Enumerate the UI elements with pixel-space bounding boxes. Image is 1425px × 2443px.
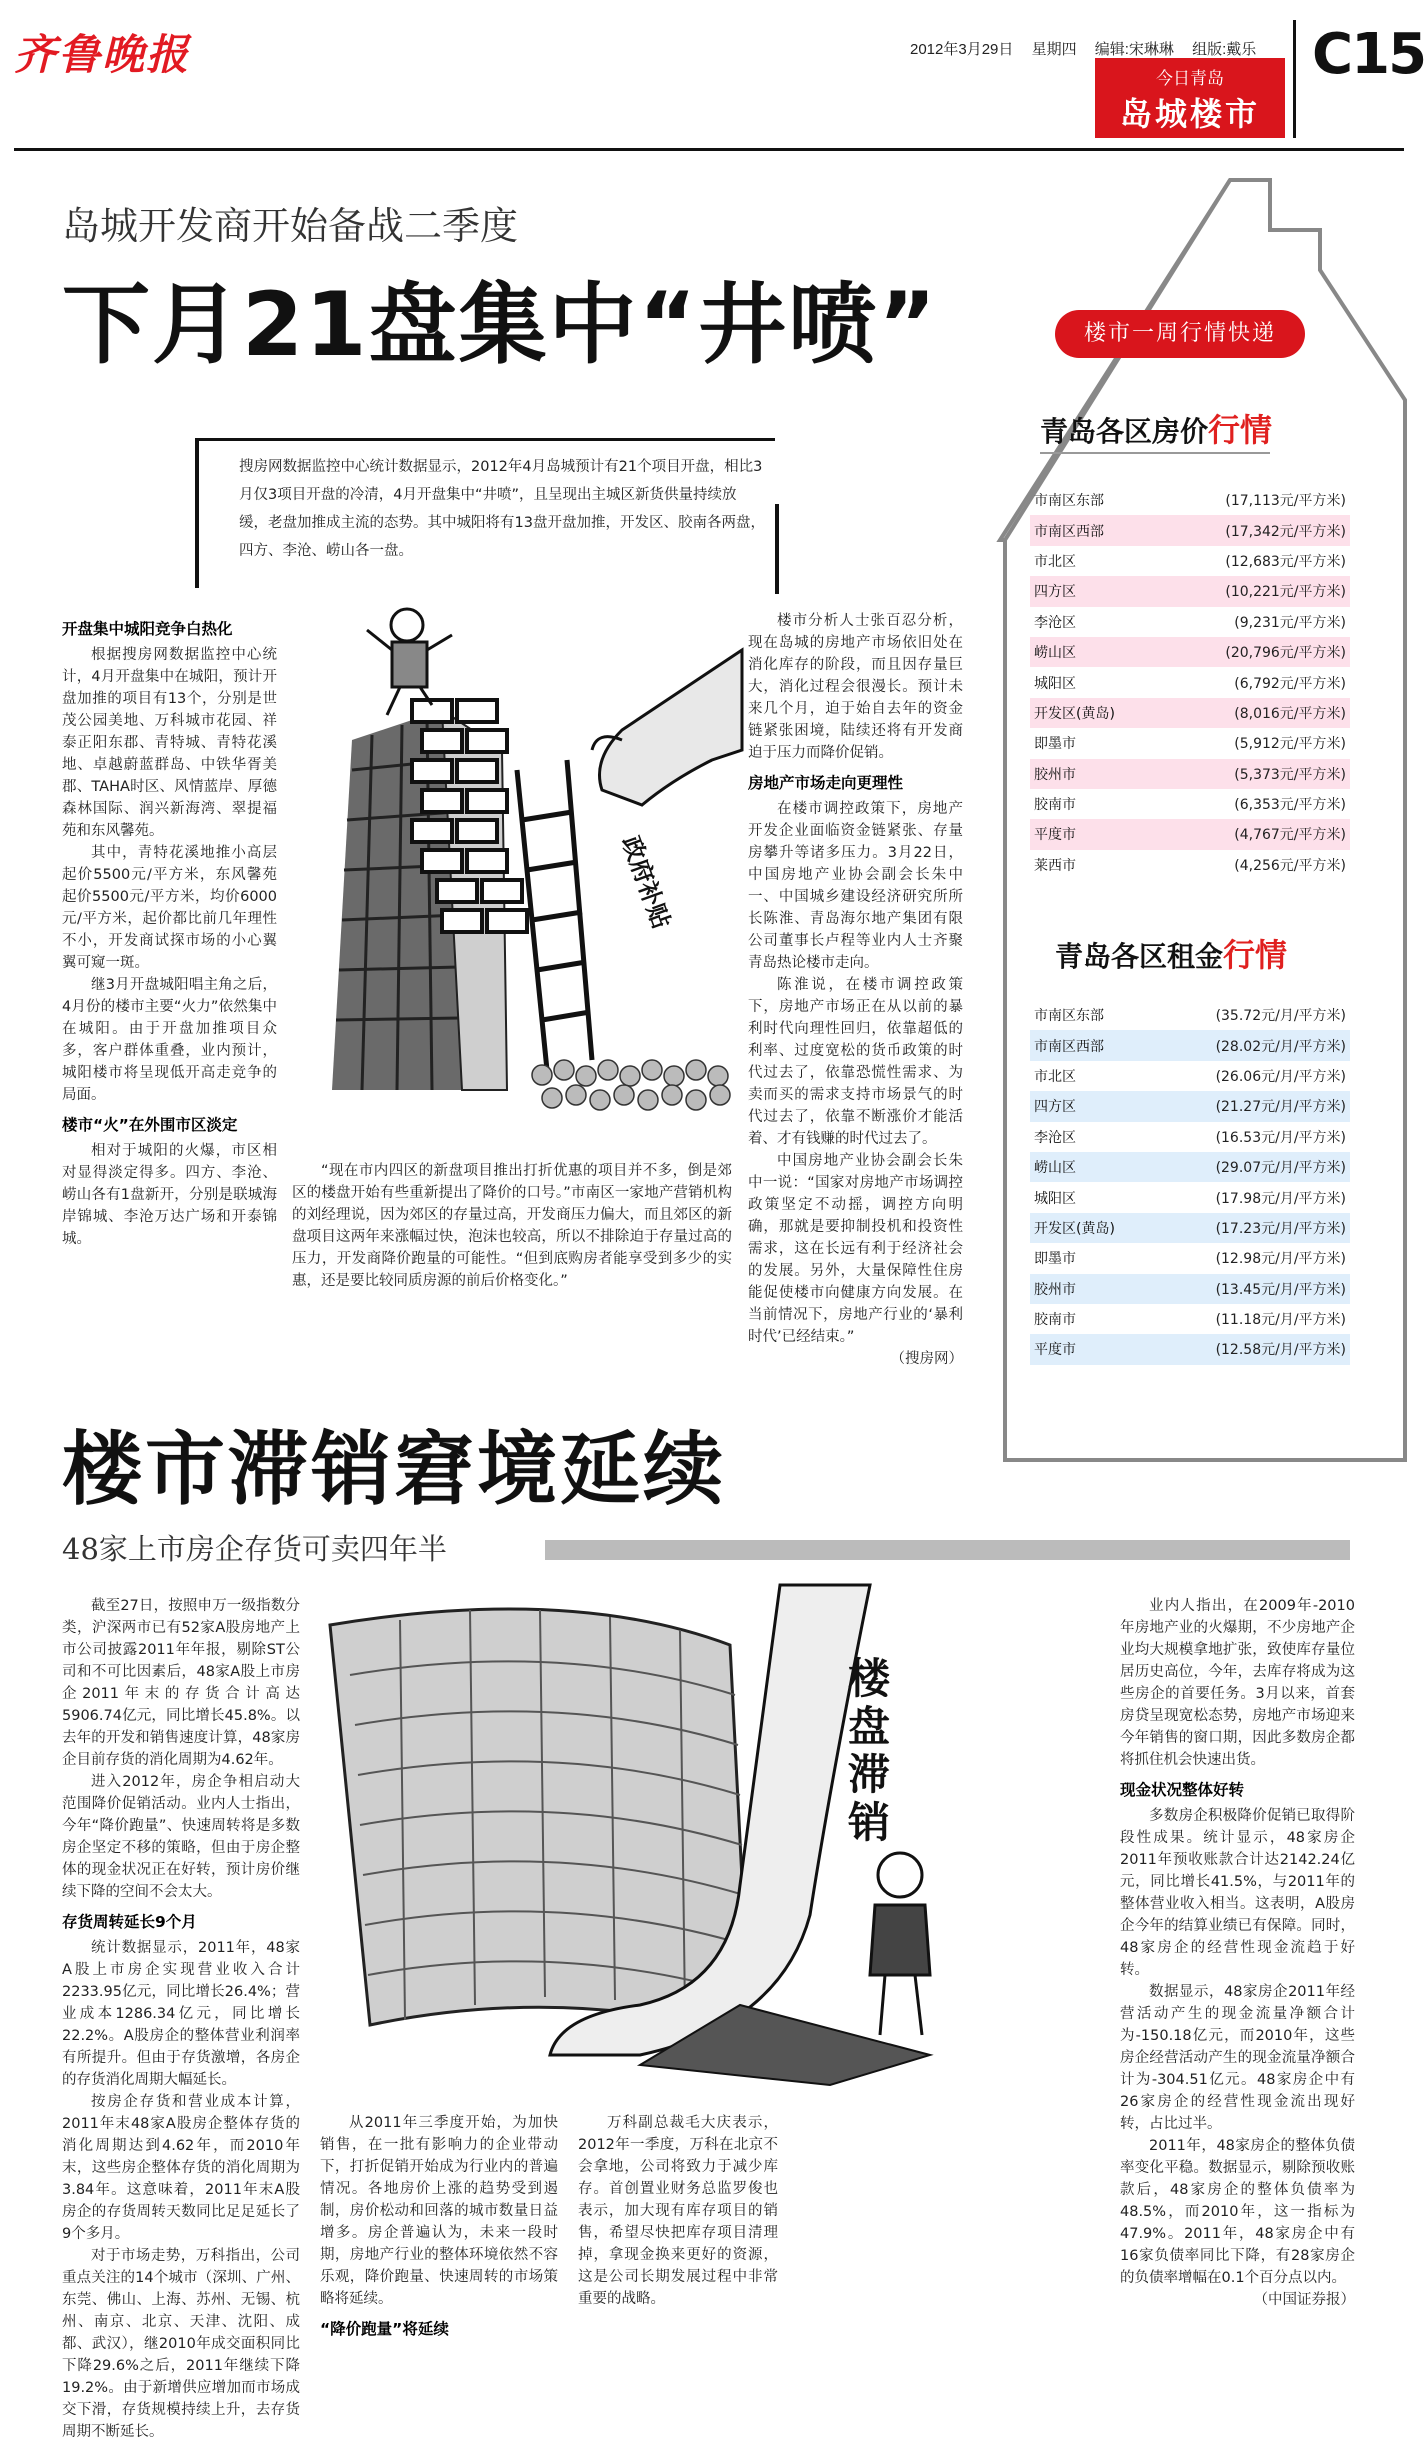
price-row	[1030, 637, 1350, 667]
price-value: (4,767元/平方米)	[1234, 827, 1346, 844]
rent-value: (16.53元/月/平方米)	[1215, 1129, 1346, 1146]
rent-value: (12.58元/月/平方米)	[1215, 1342, 1346, 1359]
rent-value: (17.98元/月/平方米)	[1215, 1190, 1346, 1207]
price-value: (10,221元/平方米)	[1225, 584, 1346, 601]
article2-p3: 统计数据显示，2011年，48家A股上市房企实现营业收入合计2233.95亿元，同比增长26.4%；营业成本1286.34亿元，同比增长22.2%。A股房企的整体营业利润率有所提升。但由于存货激增，各房企的存货消化周期大幅延长。	[62, 1940, 300, 2088]
price-value: (17,113元/平方米)	[1225, 493, 1346, 510]
article2-p7: 万科副总裁毛大庆表示，2012年一季度，万科在北京不会拿地，公司将致力于减少库存。首创置业财务总监罗俊也表示，加大现有库存项目的销售，希望尽快把库存项目清理掉，拿现金换来更好的资源，这是公司长期发展过程中非常重要的战略。	[578, 2115, 778, 2307]
rent-value: (11.18元/月/平方米)	[1215, 1312, 1346, 1329]
price-row	[1030, 698, 1350, 728]
article2-sub3: 现金状况整体好转	[1120, 1781, 1245, 1799]
price-district: 平度市	[1034, 827, 1076, 844]
price-row	[1030, 759, 1350, 789]
article2-p9: 多数房企积极降价促销已取得阶段性成果。统计显示，48家房企2011年预收账款合计达2142.24亿元，同比增长41.5%，与2011年的整体营业收入相当。这表明，A股房企今年的结算业绩已有保障。同时，48家房企的经营性现金流趋于好转。	[1120, 1808, 1355, 1978]
price-district: 市南区西部	[1034, 523, 1104, 540]
article2-p11: 2011年，48家房企的整体负债率变化平稳。数据显示，剔除预收账款后，48家房企的整体负债率为48.5%，而2010年，这一指标为47.9%。2011年，48家房企中有16家负债率同比下降，有28家房企的负债率增幅在0.1个百分点以内。	[1120, 2138, 1355, 2286]
article2-sub1: 存货周转延长9个月	[62, 1913, 197, 1931]
article1-kicker: 岛城开发商开始备战二季度	[62, 204, 519, 248]
article1-sub2: 楼市“火”在外围市区淡定	[62, 1116, 238, 1134]
rent-value: (13.45元/月/平方米)	[1215, 1281, 1346, 1298]
article2-p1: 截至27日，按照申万一级指数分类，沪深两市已有52家A股房地产上市公司披露2011年年报，剔除ST公司和不可比因素后，48家A股上市房企2011年末的存货合计高达5906.74亿元，同比增长45.8%。以去年的开发和销售速度计算，48家房企目前存货的消化周期为4.62年。	[62, 1598, 300, 1768]
price-district: 市南区东部	[1034, 493, 1104, 510]
article2-p8: 业内人指出，在2009年-2010年房地产业的火爆期，不少房地产企业均大规模拿地扩张，致使库存量位居历史高位，今年，去库存将成为这些房企的首要任务。3月以来，首套房贷呈现宽松态势，房地产市场迎来今年销售的窗口期，因此多数房企都将抓住机会快速出货。	[1120, 1598, 1355, 1768]
article1-sub3: 房地产市场走向更理性	[748, 774, 904, 792]
article1-p5: “现在市内四区的新盘项目推出打折优惠的项目并不多，倒是郊区的楼盘开始有些重新提出了降价的口号。”市南区一家地产营销机构的刘经理说，因为郊区的存量过高，开发商压力偏大，而且郊区的新盘项目这两年来涨幅过快，泡沫也较高，所以不排除迫于存量过高的压力，开发商降价跑量的可能性。“但到底购房者能享受到多少的实惠，还是要比较同质房源的前后价格变化。”	[292, 1163, 732, 1289]
article1-p4: 相对于城阳的火爆，市区相对显得淡定得多。四方、李沧、崂山各有1盘新开，分别是联城海岸锦城、李沧万达广场和开泰锦城。	[62, 1143, 277, 1247]
page-number: C15	[1312, 22, 1425, 87]
article2-p5: 对于市场走势，万科指出，公司重点关注的14个城市（深圳、广州、东莞、佛山、上海、苏州、无锡、杭州、南京、北京、天津、沈阳、成都、武汉），继2010年成交面积同比下降29.6%之后，2011年继续下降19.2%。由于新增供应增加而市场成交下滑，存货规模持续上升，去存货周期不断延长。	[62, 2248, 300, 2440]
price-value: (20,796元/平方米)	[1225, 645, 1346, 662]
rent-district: 即墨市	[1034, 1251, 1076, 1268]
weekly-market-badge: 楼市一周行情快递	[1055, 310, 1305, 358]
price-district: 李沧区	[1034, 614, 1076, 631]
price-value: (4,256元/平方米)	[1234, 857, 1346, 874]
rent-value: (28.02元/月/平方米)	[1215, 1038, 1346, 1055]
cartoon-stagnant-sales-illustration	[310, 1585, 1115, 2085]
article2-p4: 按房企存货和营业成本计算，2011年末48家A股房企整体存货的消化周期达到4.62年，而2010年末，这些房企整体存货的消化周期为3.84年。这意味着，2011年末A股房企的存货周转天数同比足足延长了9个多月。	[62, 2094, 300, 2242]
rent-row	[1030, 1213, 1350, 1243]
subsidy-label: 政府补贴	[616, 832, 676, 933]
price-district: 胶南市	[1034, 797, 1076, 814]
kicker-bar	[545, 1540, 1350, 1560]
section-banner	[1095, 58, 1285, 138]
rent-district: 胶南市	[1034, 1312, 1076, 1329]
businessman-figure	[870, 1853, 930, 2035]
price-row	[1030, 607, 1350, 637]
cartoon-developer-illustration	[292, 590, 742, 1150]
price-value: (8,016元/平方米)	[1234, 705, 1346, 722]
rent-value: (26.06元/月/平方米)	[1215, 1068, 1346, 1085]
rent-district: 市南区西部	[1034, 1038, 1104, 1055]
editor-credit: 编辑:宋琳琳	[1094, 41, 1174, 58]
price-district: 城阳区	[1034, 675, 1076, 692]
article2-p2: 进入2012年，房企争相启动大范围降价促销活动。业内人士指出，今年“降价跑量”、快速周转将是多数房企坚定不移的策略，但由于房企整体的现金状况正在好转，预计房价继续下降的空间不会太大。	[62, 1774, 300, 1900]
price-district: 市北区	[1034, 553, 1076, 570]
article2-kicker: 48家上市房企存货可卖四年半	[62, 1532, 447, 1566]
article1-p2: 其中，青特花溪地推小高层起价5500元/平方米，东风馨苑起价5500元/平方米，均价6000元/平方米，起价都比前几年理性不小，开发商试探市场的小心翼翼可窥一斑。	[62, 845, 277, 971]
rent-row	[1030, 1061, 1350, 1091]
issue-meta	[910, 38, 1270, 59]
price-district: 开发区(黄岛)	[1034, 705, 1115, 722]
price-value: (6,353元/平方米)	[1234, 797, 1346, 814]
rent-district: 四方区	[1034, 1099, 1076, 1116]
rent-row	[1030, 1091, 1350, 1121]
price-table-title: 青岛各区房价行情	[1040, 411, 1273, 449]
price-district: 即墨市	[1034, 736, 1076, 753]
rent-value: (21.27元/月/平方米)	[1215, 1099, 1346, 1116]
rent-district: 胶州市	[1034, 1281, 1076, 1298]
rent-table	[1030, 1000, 1350, 1365]
rent-row	[1030, 1304, 1350, 1334]
stagnant-sales-label: 楼盘滞销	[847, 1654, 890, 1847]
article2-col2	[320, 2112, 558, 2344]
masthead	[0, 0, 1425, 140]
rent-value: (12.98元/月/平方米)	[1215, 1251, 1346, 1268]
rent-value: (17.23元/月/平方米)	[1215, 1220, 1346, 1237]
newspaper-logo: 齐鲁晚报	[14, 30, 191, 79]
price-row	[1030, 667, 1350, 697]
article1-p6: 楼市分析人士张百忍分析，现在岛城的房地产市场依旧处在消化库存的阶段，而且因存量巨大，消化过程会很漫长。预计未来几个月，迫于始自去年的资金链紧张困境，陆续还将有开发商迫于压力而降价促销。	[748, 613, 963, 761]
section-title: 岛城楼市	[1119, 95, 1260, 133]
price-value: (5,912元/平方米)	[1234, 736, 1346, 753]
price-row	[1030, 546, 1350, 576]
issue-weekday: 星期四	[1031, 41, 1077, 58]
rent-district: 平度市	[1034, 1342, 1076, 1359]
article1-p9: 中国房地产业协会副会长朱中一说：“国家对房地产市场调控政策坚定不动摇，调控方向明确，那就是要抑制投机和投资性需求，这在长远有利于经济社会的发展。另外，大量保障性住房能促使楼市向健康方向发展。在当前情况下，房地产行业的‘暴利时代’已经结束。”	[748, 1153, 963, 1345]
rent-row	[1030, 1152, 1350, 1182]
article1-col2	[292, 1160, 732, 1292]
price-district: 胶州市	[1034, 766, 1076, 783]
rent-value: (29.07元/月/平方米)	[1215, 1160, 1346, 1177]
article1-headline: 下月21盘集中“井喷”	[62, 273, 939, 376]
rent-row	[1030, 1182, 1350, 1212]
price-row	[1030, 789, 1350, 819]
article2-p6: 从2011年三季度开始，为加快销售，在一批有影响力的企业带动下，打折促销开始成为行业内的普遍情况。各地房价上涨的趋势受到遏制，房价松动和回落的城市数量日益增多。房企普遍认为，未来一段时期，房地产行业的整体环境依然不容乐观，降价跑量、快速周转的市场策略将延续。	[320, 2115, 558, 2307]
article1-p8: 陈淮说，在楼市调控政策下，房地产市场正在从以前的暴利时代向理性回归，依靠超低的利率、过度宽松的货币政策的时代过去了，依靠恐慌性需求、为卖而买的需求支持市场景气的时代过去了，依靠不断涨价才能活着、才有钱赚的时代过去了。	[748, 977, 963, 1147]
designer-credit: 组版:戴乐	[1192, 41, 1257, 58]
price-row	[1030, 728, 1350, 758]
article2-sub2: “降价跑量”将延续	[320, 2320, 449, 2338]
price-row	[1030, 485, 1350, 515]
rent-district: 市北区	[1034, 1068, 1076, 1085]
rent-district: 开发区(黄岛)	[1034, 1220, 1115, 1237]
price-row	[1030, 850, 1350, 880]
rent-district: 李沧区	[1034, 1129, 1076, 1146]
rent-row	[1030, 1000, 1350, 1030]
price-row	[1030, 576, 1350, 606]
rent-row	[1030, 1243, 1350, 1273]
rent-row	[1030, 1334, 1350, 1364]
rent-table-title: 青岛各区租金行情	[1055, 936, 1288, 974]
price-district: 四方区	[1034, 584, 1076, 601]
price-district: 莱西市	[1034, 857, 1076, 874]
price-value: (6,792元/平方米)	[1234, 675, 1346, 692]
article1-lead: 搜房网数据监控中心统计数据显示，2012年4月岛城预计有21个项目开盘，相比3月仅3项目开盘的冷清，4月开盘集中“井喷”，且呈现出主城区新货供量持续放缓，老盘加推成主流的态势。其中城阳将有13盘开盘加推，开发区、胶南各两盘，四方、李沧、崂山各一盘。	[195, 438, 775, 588]
article1-source: （搜房网）	[890, 1351, 963, 1367]
price-value: (5,373元/平方米)	[1234, 766, 1346, 783]
curved-building-shape	[330, 1609, 750, 2035]
rent-district: 市南区东部	[1034, 1008, 1104, 1025]
masthead-divider	[1293, 20, 1296, 138]
price-district: 崂山区	[1034, 645, 1076, 662]
rent-row	[1030, 1274, 1350, 1304]
article2-col3	[578, 2112, 778, 2310]
article2-col4	[1120, 1595, 1355, 2311]
rent-row	[1030, 1030, 1350, 1060]
article1-col3	[748, 610, 963, 1370]
rent-value: (35.72元/月/平方米)	[1215, 1008, 1346, 1025]
price-row	[1030, 819, 1350, 849]
article1-sub1: 开盘集中城阳竞争白热化	[62, 620, 233, 638]
article2-headline: 楼市滞销窘境延续	[62, 1423, 726, 1516]
article1-p1: 根据搜房网数据监控中心统计，4月开盘集中在城阳，预计开盘加推的项目有13个，分别是世茂公园美地、万科城市花园、祥泰正阳东郡、青特城、青特花溪地、卓越蔚蓝群岛、中铁华胥美郡、TAHA时区、风情蓝岸、厚德森林国际、润兴新海湾、翠提福苑和东风馨苑。	[62, 647, 277, 839]
article2-p10: 数据显示，48家房企2011年经营活动产生的现金流量净额合计为-150.18亿元，而2010年，这些房企经营活动产生的现金流量净额合计为-304.51亿元。48家房企中有26家房企的经营性现金流出现好转，占比过半。	[1120, 1984, 1355, 2132]
price-row	[1030, 515, 1350, 545]
price-table	[1030, 485, 1350, 880]
top-rule	[14, 148, 1404, 151]
price-value: (12,683元/平方米)	[1225, 553, 1346, 570]
article2-col1	[62, 1595, 300, 2443]
price-value: (17,342元/平方米)	[1225, 523, 1346, 540]
article2-source: （中国证券报）	[1253, 2292, 1355, 2308]
rent-district: 崂山区	[1034, 1160, 1076, 1177]
article1-col1	[62, 610, 277, 1250]
section-top: 今日青岛	[1156, 69, 1224, 88]
price-title-underline	[1040, 452, 1270, 454]
issue-date: 2012年3月29日	[910, 41, 1014, 58]
price-value: (9,231元/平方米)	[1234, 614, 1346, 631]
rent-row	[1030, 1122, 1350, 1152]
rent-district: 城阳区	[1034, 1190, 1076, 1207]
article1-p3: 继3月开盘城阳唱主角之后，4月份的楼市主要“火力”依然集中在城阳。由于开盘加推项目众多，客户群体重叠，业内预计，城阳楼市将呈现低开高走竞争的局面。	[62, 977, 277, 1103]
article1-p7: 在楼市调控政策下，房地产开发企业面临资金链紧张、存量房攀升等诸多压力。3月22日，中国房地产业协会副会长朱中一、中国城乡建设经济研究所所长陈淮、青岛海尔地产集团有限公司董事长卢程等业内人士齐聚青岛热论楼市走向。	[748, 801, 963, 971]
